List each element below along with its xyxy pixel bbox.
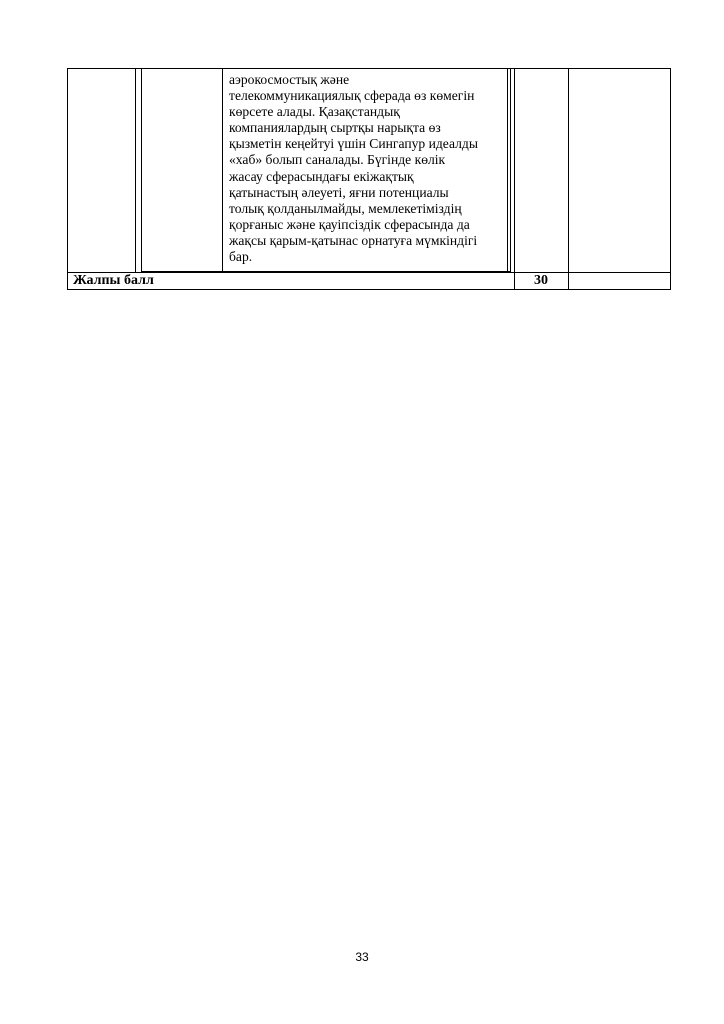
column-divider-1: [135, 68, 136, 272]
table-right-border: [670, 68, 671, 290]
total-score-value: 30: [534, 273, 548, 288]
continued-cell-text: аэрокосмостық және телекоммуникациялық сферада өз көмегін көрсете алады. Қазақстандық компаниялардың сыртқы нарықта өз қызметін кеңейтуі үшін Сингапур идеалды «хаб» болып саналады. Бүгінде көлік жасау сферасындағы екіжақтық қатынастың әлеуеті, яғни потенциалы толық қолданылмайды, мемлекетіміздің қорғаныс және қауіпсіздік сферасында да жақсы қарым-қатынас орнатуға мүмкіндігі бар.: [229, 72, 478, 265]
table-bottom-border: [67, 289, 671, 290]
total-row-top-border: [67, 272, 671, 273]
column-divider-6: [514, 68, 515, 290]
total-score-label: Жалпы балл: [73, 273, 154, 288]
column-divider-2: [141, 68, 142, 272]
table-top-border: [67, 68, 671, 69]
column-divider-3: [222, 68, 223, 272]
page-number: 33: [355, 950, 369, 964]
column-divider-7: [568, 68, 569, 290]
table-left-border: [67, 68, 68, 290]
